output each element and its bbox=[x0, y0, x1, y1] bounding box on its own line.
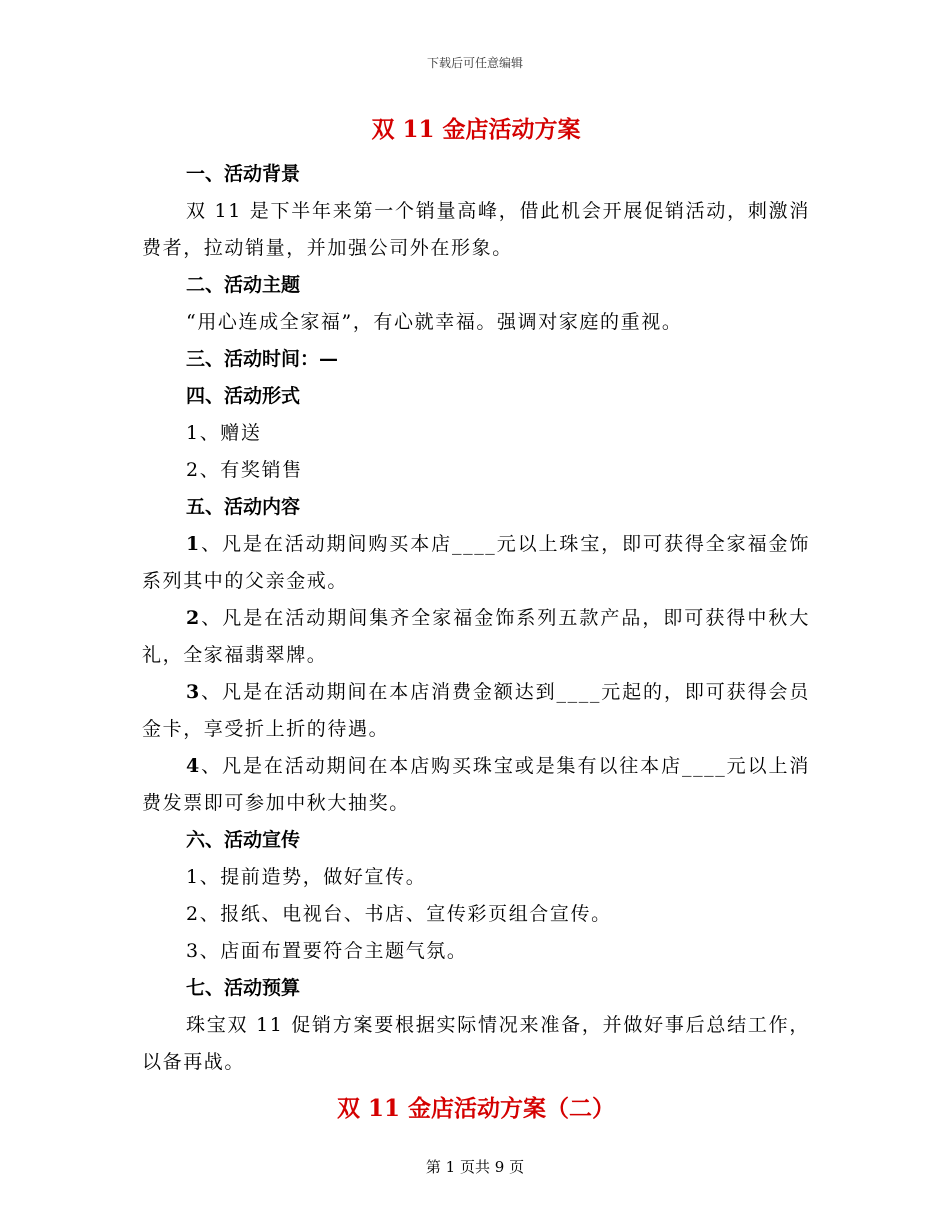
section-heading-form: 四、活动形式 bbox=[186, 385, 301, 407]
list-item bbox=[142, 526, 810, 600]
item-text: 、凡是在活动期间购买本店____元以上珠宝，即可获得全家福金饰系列其中的父亲金戒。 bbox=[142, 533, 810, 592]
list-item: 2、有奖销售 bbox=[186, 459, 303, 481]
item-number: 2 bbox=[186, 607, 201, 629]
list-item: 1、赠送 bbox=[186, 422, 262, 444]
paragraph-budget: 珠宝双 11 促销方案要根据实际情况来准备，并做好事后总结工作，以备再战。 bbox=[142, 1014, 810, 1073]
document-body bbox=[142, 112, 810, 1135]
section-heading-budget: 七、活动预算 bbox=[186, 977, 301, 999]
item-text: 、凡是在活动期间集齐全家福金饰系列五款产品，即可获得中秋大礼，全家福翡翠牌。 bbox=[142, 607, 810, 666]
item-number: 3 bbox=[186, 681, 201, 703]
paragraph-theme: “用心连成全家福”，有心就幸福。强调对家庭的重视。 bbox=[186, 311, 683, 333]
document-title-2: 双 11 金店活动方案（二） bbox=[336, 1095, 616, 1122]
list-item bbox=[142, 748, 810, 822]
list-item: 3、店面布置要符合主题气氛。 bbox=[186, 940, 468, 962]
section-heading-time: 三、活动时间：— bbox=[186, 348, 339, 370]
section-heading-theme: 二、活动主题 bbox=[186, 274, 301, 296]
list-item: 1、提前造势，做好宣传。 bbox=[186, 866, 427, 888]
section-heading-content: 五、活动内容 bbox=[186, 496, 301, 518]
header-note: 下载后可任意编辑 bbox=[426, 56, 523, 70]
list-item bbox=[142, 600, 810, 674]
paragraph-background: 双 11 是下半年来第一个销量高峰，借此机会开展促销活动，刺激消费者，拉动销量，并加强公司外在形象。 bbox=[142, 200, 810, 259]
document-title: 双 11 金店活动方案 bbox=[371, 116, 581, 143]
list-item bbox=[142, 674, 810, 748]
list-item: 2、报纸、电视台、书店、宣传彩页组合宣传。 bbox=[186, 903, 612, 925]
section-heading-promotion: 六、活动宣传 bbox=[186, 829, 301, 851]
section-heading-background: 一、活动背景 bbox=[186, 163, 301, 185]
item-text: 、凡是在活动期间在本店购买珠宝或是集有以往本店____元以上消费发票即可参加中秋大抽奖。 bbox=[142, 755, 810, 814]
page-number: 第 1 页共 9 页 bbox=[425, 1158, 525, 1176]
item-text: 、凡是在活动期间在本店消费金额达到____元起的，即可获得会员金卡，享受折上折的待遇。 bbox=[142, 681, 810, 740]
item-number: 1 bbox=[186, 533, 201, 555]
item-number: 4 bbox=[186, 755, 201, 777]
